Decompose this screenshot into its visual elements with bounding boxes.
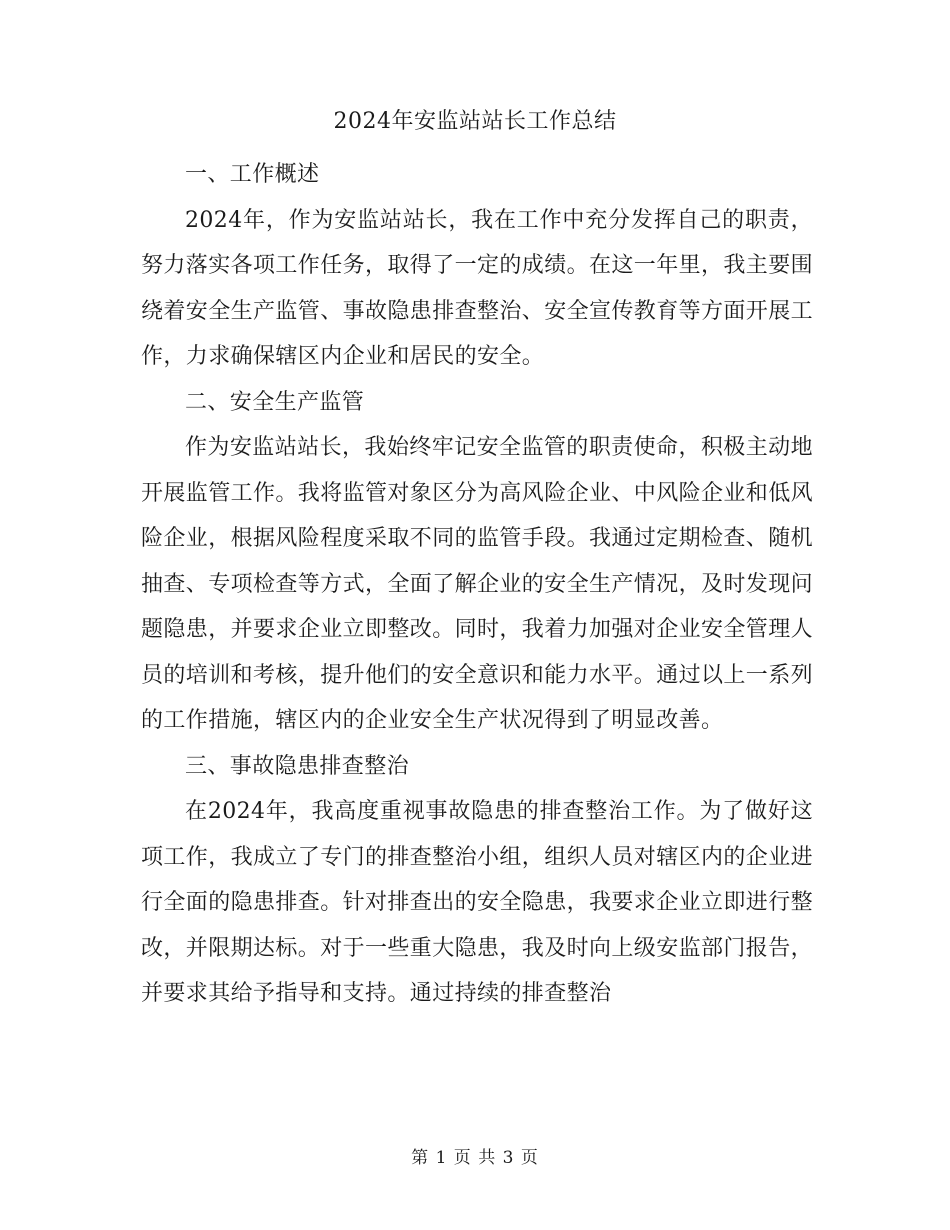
page-footer <box>0 1146 950 1170</box>
document-title: 2024年安监站站长工作总结 <box>333 109 617 134</box>
page-number: 第 1 页 共 3 页 <box>411 1148 539 1168</box>
paragraph-overview: 2024年，作为安监站站长，我在工作中充分发挥自己的职责，努力落实各项工作任务，取得了一定的成绩。在这一年里，我主要围绕着安全生产监管、事故隐患排查整治、安全宣传教育等方面开展工作，力求确保辖区内企业和居民的安全。 <box>141 207 814 369</box>
section-heading-overview: 一、工作概述 <box>185 162 320 187</box>
document-body <box>141 152 813 1017</box>
paragraph-supervision: 作为安监站站长，我始终牢记安全监管的职责使命，积极主动地开展监管工作。我将监管对象区分为高风险企业、中风险企业和低风险企业，根据风险程度采取不同的监管手段。我通过定期检查、随机抽查、专项检查等方式，全面了解企业的安全生产情况，及时发现问题隐患，并要求企业立即整改。同时，我着力加强对企业安全管理人员的培训和考核，提升他们的安全意识和能力水平。通过以上一系列的工作措施，辖区内的企业安全生产状况得到了明显改善。 <box>141 435 814 733</box>
section-heading-supervision: 二、安全生产监管 <box>185 389 365 415</box>
paragraph-hazard-inspection: 在2024年，我高度重视事故隐患的排查整治工作。为了做好这项工作，我成立了专门的排查整治小组，组织人员对辖区内的企业进行全面的隐患排查。针对排查出的安全隐患，我要求企业立即进行整改，并限期达标。对于一些重大隐患，我及时向上级安监部门报告，并要求其给予指导和支持。通过持续的排查整治 <box>141 799 814 1006</box>
section-heading-hazard-inspection: 三、事故隐患排查整治 <box>185 753 410 779</box>
